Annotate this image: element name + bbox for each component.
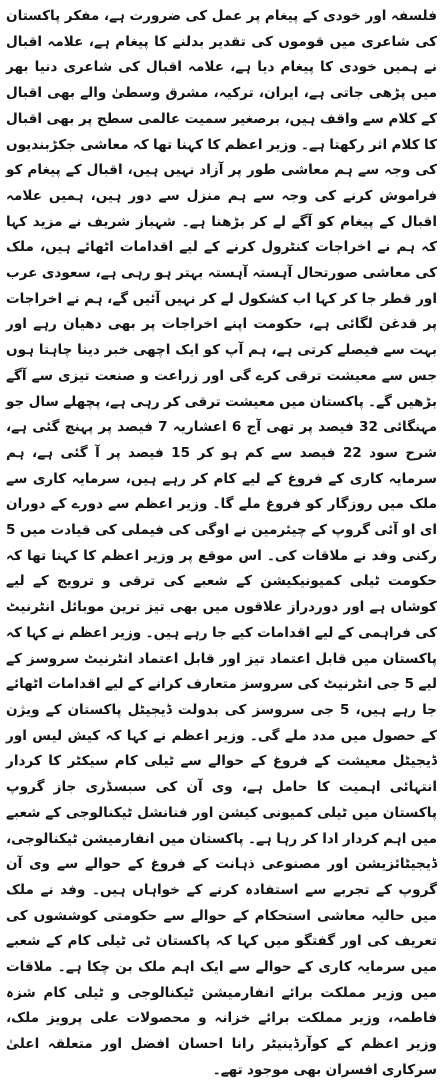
article-body: فلسفہ اور خودی کے پیغام پر عمل کی ضرورت ہے، مفکر پاکستان کی شاعری میں قوموں کی تقدیر بدلنے کا پیغام ہے، علامہ اقبال نے ہمیں خودی کا پیغام دیا ہے، علامہ اقبال کی شاعری دنیا بھر میں پڑھی جاتی ہے، ایران، ترکیہ، مشرق وسطیٰ والے بھی اقبال کے کلام سے واقف ہیں، برصغیر سمیت عالمی سطح پر بھی اقبال کا کلام اثر رکھتا ہے۔ وزیر اعظم کا کہنا تھا کہ معاشی جکڑبندیوں کی وجہ سے ہم معاشی طور پر آزاد نہیں ہیں، اقبال کے پیغام کو فراموش کرنے کی وجہ سے ہم منزل سے دور ہیں، ہمیں علامہ اقبال کے پیغام کو آگے لے کر بڑھنا ہے۔ شہباز شریف نے مزید کہا کہ ہم نے اخراجات کنٹرول کرنے کے لیے اقدامات اٹھائے ہیں، ملک کی معاشی صورتحال آہستہ آہستہ بہتر ہو رہی ہے، سعودی عرب اور قطر جا کر کہا اب کشکول لے کر نہیں آئیں گے، ہم نے اخراجات پر قدغن لگائی ہے، حکومت اپنے اخراجات پر بھی دھیان رہے اور بہت سے فیصلے کرتی ہے، ہم آپ کو ایک اچھی خبر دینا چاہتا ہوں جس سے معیشت ترقی کرے گی اور زراعت و صنعت تیزی سے آگے بڑھیں گے۔ پاکستان میں معیشت ترقی کر رہی ہے، پچھلے سال جو مہنگائی 32 فیصد پر تھی آج 6 اعشاریہ 7 فیصد پر پہنچ گئی ہے، شرح سود 22 فیصد سے کم ہو کر 15 فیصد پر آ گئی ہے، ہم سرمایہ کاری کے فروغ کے لیے کام کر رہے ہیں، سرمایہ کاری سے ملک میں روزگار کو فروغ ملے گا۔ وزیر اعظم سے دورے کے دوران ای او آئی گروپ کے چیئرمین نے اوگی کی فیملی کی قیادت میں 5 رکنی وفد نے ملاقات کی۔ اس موقع پر وزیر اعظم کا کہنا تھا کہ حکومت ٹیلی کمیونیکیشن کے شعبے کی ترقی و ترویج کے لیے کوشاں ہے اور دوردراز علاقوں میں بھی تیز ترین موبائل انٹرنیٹ کی فراہمی کے لیے اقدامات کیے جا رہے ہیں۔ وزیر اعظم نے کہا کہ پاکستان میں قابل اعتماد تیز اور قابل اعتماد انٹرنیٹ سروسز کے لیے 5 جی انٹرنیٹ کی سروسز متعارف کرانے کے لیے اقدامات اٹھائے جا رہے ہیں، 5 جی سروسز کی بدولت ڈیجیٹل پاکستان کے ویژن کے حصول میں مدد ملے گی۔ وزیر اعظم نے کہا کہ کیش لیس اور ڈیجیٹل معیشت کے فروغ کے حوالے سے ٹیلی کام سیکٹر کا کردار انتہائی اہمیت کا حامل ہے، وی آن کی سبسڈری جاز گروپ پاکستان میں ٹیلی کمیونی کیشن اور فنانشل ٹیکنالوجی کے شعبے میں اہم کردار ادا کر رہا ہے۔ پاکستان میں انفارمیشن ٹیکنالوجی، ڈیجیٹائزیشن اور مصنوعی ذہانت کے فروغ کے حوالے سے وی آن گروپ کے تجربے سے استفادہ کرنے کے خواہاں ہیں۔ وفد نے ملک میں حالیہ معاشی استحکام کے حوالے سے حکومتی کوششوں کی تعریف کی اور گفتگو میں کہا کہ پاکستان ٹی ٹیلی کام کے شعبے میں سرمایہ کاری کے حوالے سے ایک اہم ملک بن چکا ہے۔ ملاقات میں وزیر مملکت برائے انفارمیشن ٹیکنالوجی و ٹیلی کام شزہ فاطمہ، وزیر مملکت برائے خزانہ و محصولات علی پرویز ملک، وزیر اعظم کے کوآرڈینیٹر رانا احسان افضل اور متعلقہ اعلیٰ سرکاری افسران بھی موجود تھے۔ bbox=[6, 8, 437, 1078]
